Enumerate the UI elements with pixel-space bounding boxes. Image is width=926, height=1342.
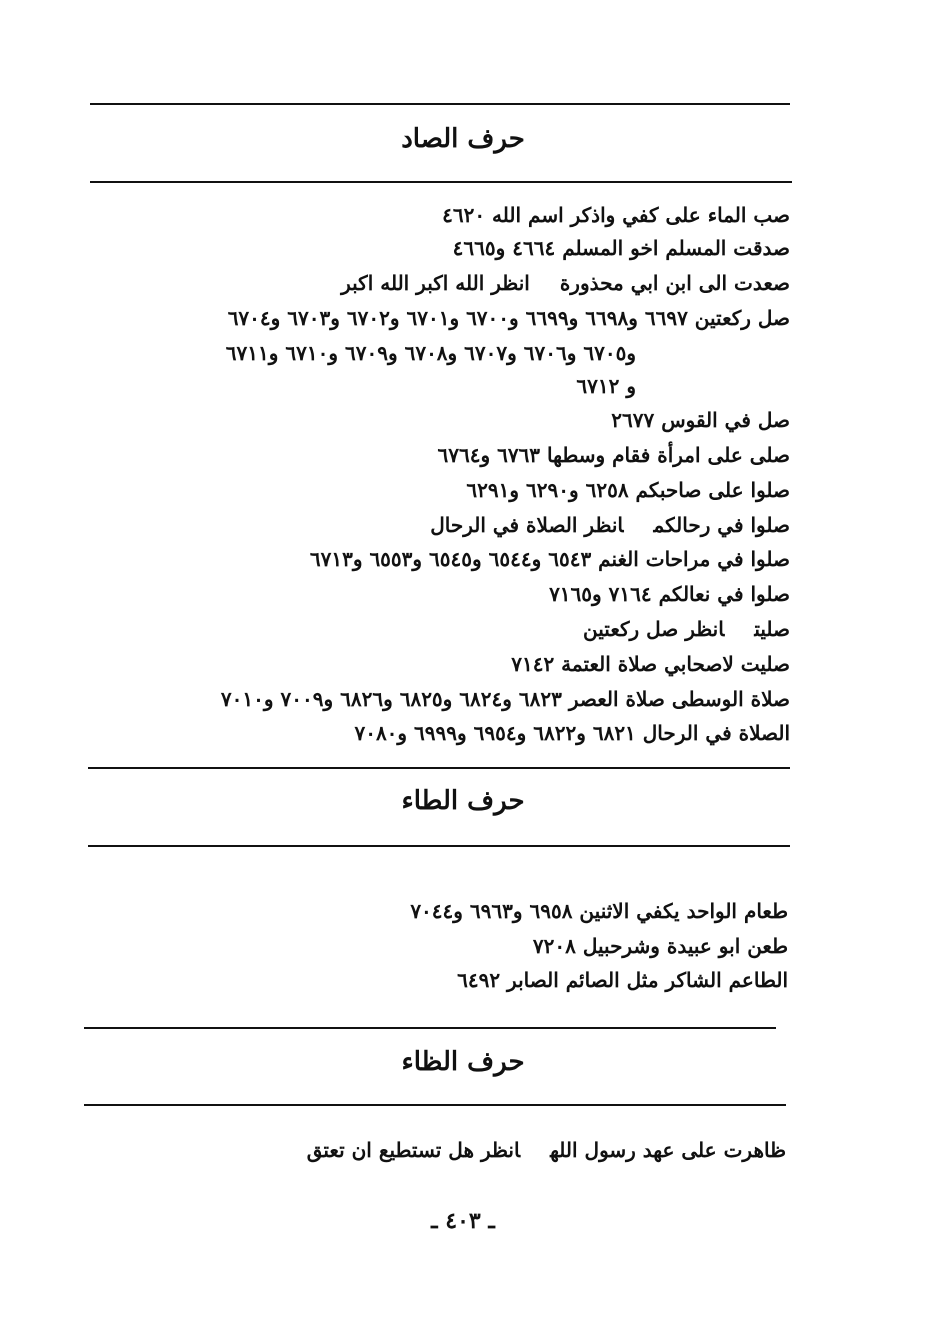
index-entry: صل في القوس ٢٦٧٧ <box>611 408 790 432</box>
index-entry: صلوا على صاحبكم ٦٢٥٨ و٦٢٩٠ و٦٢٩١ <box>466 478 790 502</box>
section-rule <box>84 1027 776 1029</box>
index-entry: طعام الواحد يكفي الاثنين ٦٩٥٨ و٦٩٦٣ و٧٠٤٤ <box>410 899 788 923</box>
index-entry: صعدت الى ابن ابي محذورةانظر الله اكبر الله اكبر <box>341 271 790 295</box>
index-entry: الصلاة في الرحال ٦٨٢١ و٦٨٢٢ و٦٩٥٤ و٦٩٩٩ و٧٠٨٠ <box>354 721 790 745</box>
index-entry: صليت لاصحابي صلاة العتمة ٧١٤٢ <box>511 652 790 676</box>
index-entry: طعن ابو عبيدة وشرحبيل ٧٢٠٨ <box>532 934 788 958</box>
index-entry: صلوا في مراحات الغنم ٦٥٤٣ و٦٥٤٤ و٦٥٤٥ و٦٥٥٣ و٦٧١٣ <box>309 547 790 571</box>
index-entry: صلوا في نعالكم ٧١٦٤ و٧١٦٥ <box>549 582 790 606</box>
index-entry: صلاة الوسطى صلاة العصر ٦٨٢٣ و٦٨٢٤ و٦٨٢٥ و٦٨٢٦ و٧٠٠٩ و٧٠١٠ <box>220 687 790 711</box>
index-entry: صدقت المسلم اخو المسلم ٤٦٦٤ و٤٦٦٥ <box>452 236 790 260</box>
index-entry: صل ركعتين ٦٦٩٧ و٦٦٩٨ و٦٦٩٩ و٦٧٠٠ و٦٧٠١ و٦٧٠٢ و٦٧٠٣ و٦٧٠٤ <box>227 306 790 330</box>
index-entry: صب الماء على كفي واذكر اسم الله ٤٦٢٠ <box>442 203 790 227</box>
cross-reference: انظر صل ركعتين <box>583 617 725 641</box>
heading-rule <box>88 845 790 847</box>
page-number: ـ ٤٠٣ ـ <box>431 1208 495 1234</box>
cross-reference: انظر هل تستطيع ان تعتق <box>306 1138 521 1162</box>
heading-rule <box>84 1104 786 1106</box>
cross-reference: انظر الله اكبر الله اكبر <box>341 271 530 295</box>
index-entry: الطاعم الشاكر مثل الصائم الصابر ٦٤٩٢ <box>457 968 788 992</box>
cross-reference: انظر الصلاة في الرحال <box>430 513 624 537</box>
index-entry-continuation: و٦٧٠٥ و٦٧٠٦ و٦٧٠٧ و٦٧٠٨ و٦٧٠٩ و٦٧١٠ و٦٧١١ <box>225 341 636 365</box>
heading-rule <box>90 181 792 183</box>
index-entry: صلوا في رحالكمانظر الصلاة في الرحال <box>430 513 790 537</box>
index-entry: ظاهرت على عهد رسول اللهانظر هل تستطيع ان تعتق <box>306 1138 786 1162</box>
section-heading-ta: حرف الطاء <box>401 786 525 816</box>
index-entry-continuation: و ٦٧١٢ <box>576 374 636 398</box>
index-entry: صليتانظر صل ركعتين <box>583 617 790 641</box>
top-rule <box>90 103 790 105</box>
section-heading-sad: حرف الصاد <box>401 124 525 154</box>
section-heading-za: حرف الظاء <box>401 1047 525 1077</box>
index-entry: صلى على امرأة فقام وسطها ٦٧٦٣ و٦٧٦٤ <box>437 443 790 467</box>
section-rule <box>88 767 790 769</box>
